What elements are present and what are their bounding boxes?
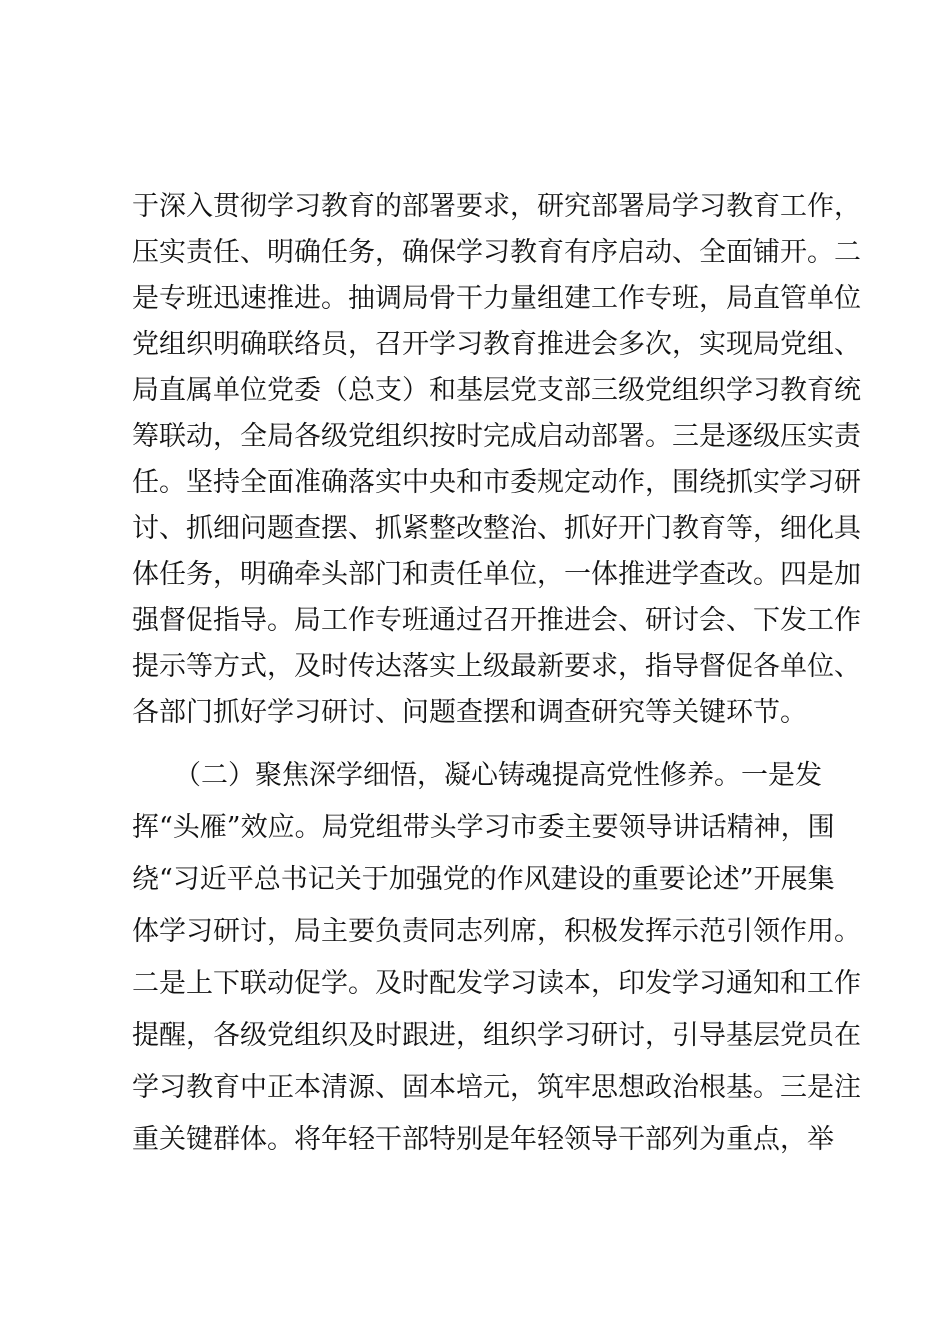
line-text: 筹联动，全局各级党组织按时完成启动部署。三是逐级压实责	[132, 421, 861, 452]
line-text: 各部门抓好学习研讨、问题查摆和调查研究等关键环节。	[132, 697, 807, 728]
line-text: 体任务，明确牵头部门和责任单位，一体推进学查改。四是加	[132, 559, 861, 590]
line-text: 任。坚持全面准确落实中央和市委规定动作，围绕抓实学习研	[132, 467, 861, 498]
line-text: 提醒，各级党组织及时跟进，组织学习研讨，引导基层党员在	[132, 1020, 861, 1051]
section-heading-line	[0, 756, 950, 796]
text-line	[0, 1120, 950, 1160]
text-line	[0, 417, 950, 457]
line-text: 讨、抓细问题查摆、抓紧整改整治、抓好开门教育等，细化具	[132, 513, 861, 544]
text-line	[0, 647, 950, 687]
text-line	[0, 555, 950, 595]
line-text: 强督促指导。局工作专班通过召开推进会、研讨会、下发工作	[132, 605, 861, 636]
text-line	[0, 233, 950, 273]
line-text: 提示等方式，及时传达落实上级最新要求，指导督促各单位、	[132, 651, 861, 682]
text-line	[0, 1068, 950, 1108]
line-text: 挥“头雁”效应。局党组带头学习市委主要领导讲话精神，围	[132, 812, 835, 843]
text-line	[0, 601, 950, 641]
text-line	[0, 693, 950, 733]
line-text: 重关键群体。将年轻干部特别是年轻领导干部列为重点，举	[132, 1124, 834, 1155]
line-text: 二是上下联动促学。及时配发学习读本，印发学习通知和工作	[132, 968, 861, 999]
text-line	[0, 964, 950, 1004]
line-text: （二）聚焦深学细悟，凝心铸魂提高党性修养。一是发	[174, 760, 822, 791]
text-line	[0, 860, 950, 900]
line-text: 党组织明确联络员，召开学习教育推进会多次，实现局党组、	[132, 329, 861, 360]
line-text: 局直属单位党委（总支）和基层党支部三级党组织学习教育统	[132, 375, 861, 406]
line-text: 于深入贯彻学习教育的部署要求，研究部署局学习教育工作，	[132, 191, 861, 222]
line-text: 是专班迅速推进。抽调局骨干力量组建工作专班，局直管单位	[132, 283, 861, 314]
text-line	[0, 187, 950, 227]
line-text: 绕“习近平总书记关于加强党的作风建设的重要论述”开展集	[132, 864, 835, 895]
text-line	[0, 509, 950, 549]
text-line	[0, 371, 950, 411]
line-text: 压实责任、明确任务，确保学习教育有序启动、全面铺开。二	[132, 237, 861, 268]
line-text: 学习教育中正本清源、固本培元，筑牢思想政治根基。三是注	[132, 1072, 861, 1103]
line-text: 体学习研讨，局主要负责同志列席，积极发挥示范引领作用。	[132, 916, 861, 947]
text-line	[0, 279, 950, 319]
text-line	[0, 808, 950, 848]
text-line	[0, 912, 950, 952]
text-line	[0, 1016, 950, 1056]
text-line	[0, 325, 950, 365]
text-line	[0, 463, 950, 503]
